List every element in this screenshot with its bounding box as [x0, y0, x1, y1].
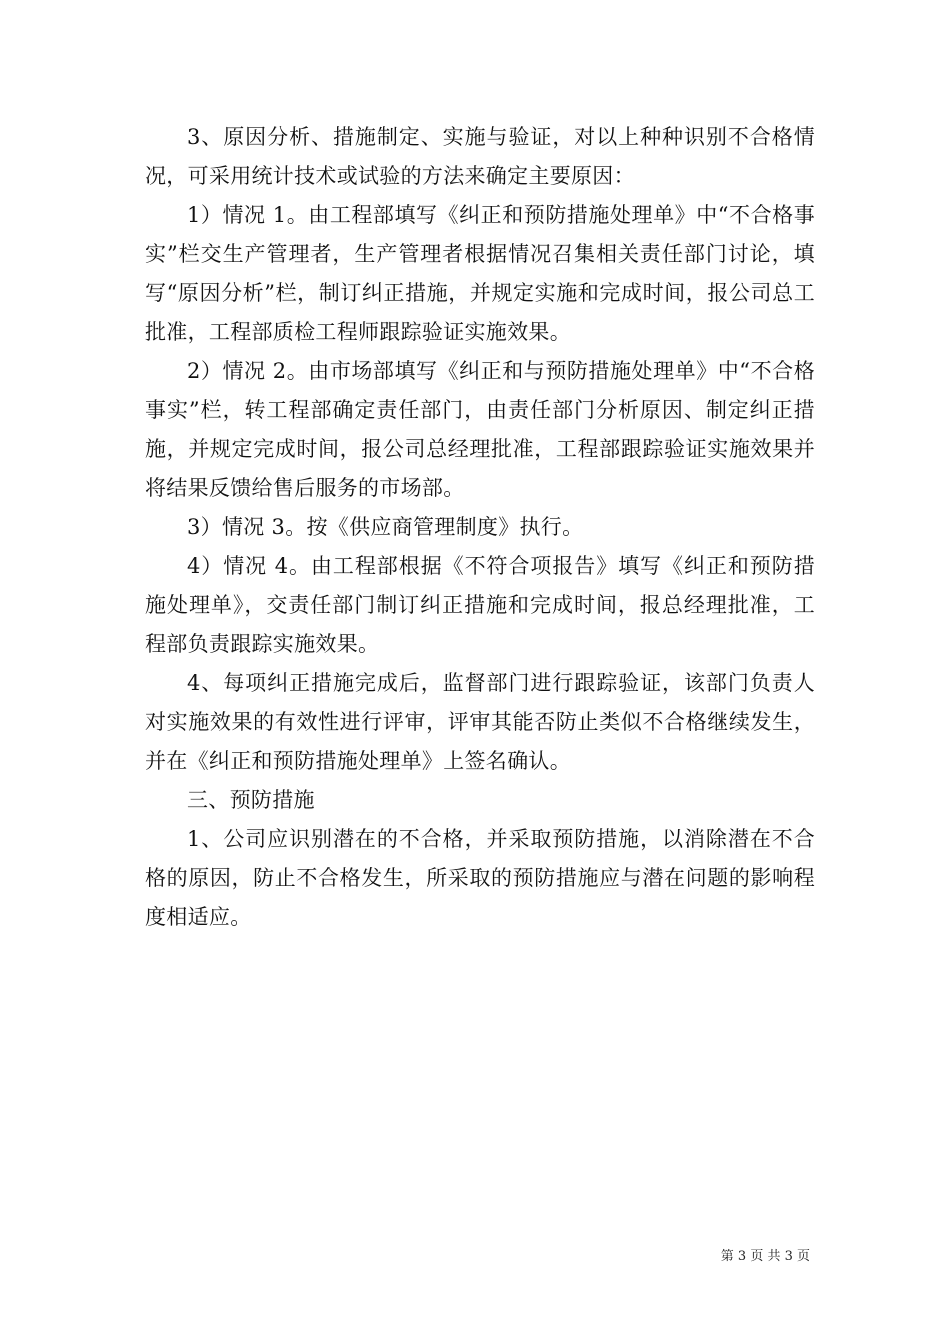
- section-heading-preventive-measures: 三、预防措施: [187, 788, 315, 812]
- paragraph-situation-4: 4）情况 4。由工程部根据《不符合项报告》填写《纠正和预防措施处理单》，交责任部门制订纠正措施和完成时间，报总经理批准，工程部负责跟踪实施效果。: [145, 554, 815, 656]
- paragraph-situation-1: 1）情况 1。由工程部填写《纠正和预防措施处理单》中“不合格事实”栏交生产管理者，生产管理者根据情况召集相关责任部门讨论，填写“原因分析”栏，制订纠正措施，并规定实施和完成时间，报公司总工批准，工程部质检工程师跟踪验证实施效果。: [145, 203, 815, 344]
- paragraph-verification: 4、每项纠正措施完成后，监督部门进行跟踪验证，该部门负责人对实施效果的有效性进行评审，评审其能否防止类似不合格继续发生，并在《纠正和预防措施处理单》上签名确认。: [145, 671, 815, 773]
- page-number-footer: 第 3 页 共 3 页: [720, 1249, 810, 1264]
- document-body: [145, 118, 815, 937]
- paragraph-cause-analysis: 3、原因分析、措施制定、实施与验证，对以上种种识别不合格情况，可采用统计技术或试验的方法来确定主要原因：: [145, 125, 815, 188]
- paragraph-preventive-1: 1、公司应识别潜在的不合格，并采取预防措施，以消除潜在不合格的原因，防止不合格发生，所采取的预防措施应与潜在问题的影响程度相适应。: [145, 827, 815, 929]
- paragraph-situation-2: 2）情况 2。由市场部填写《纠正和与预防措施处理单》中“不合格事实”栏，转工程部确定责任部门，由责任部门分析原因、制定纠正措施，并规定完成时间，报公司总经理批准，工程部跟踪验证实施效果并将结果反馈给售后服务的市场部。: [145, 359, 815, 500]
- paragraph-situation-3: 3）情况 3。按《供应商管理制度》执行。: [187, 515, 584, 539]
